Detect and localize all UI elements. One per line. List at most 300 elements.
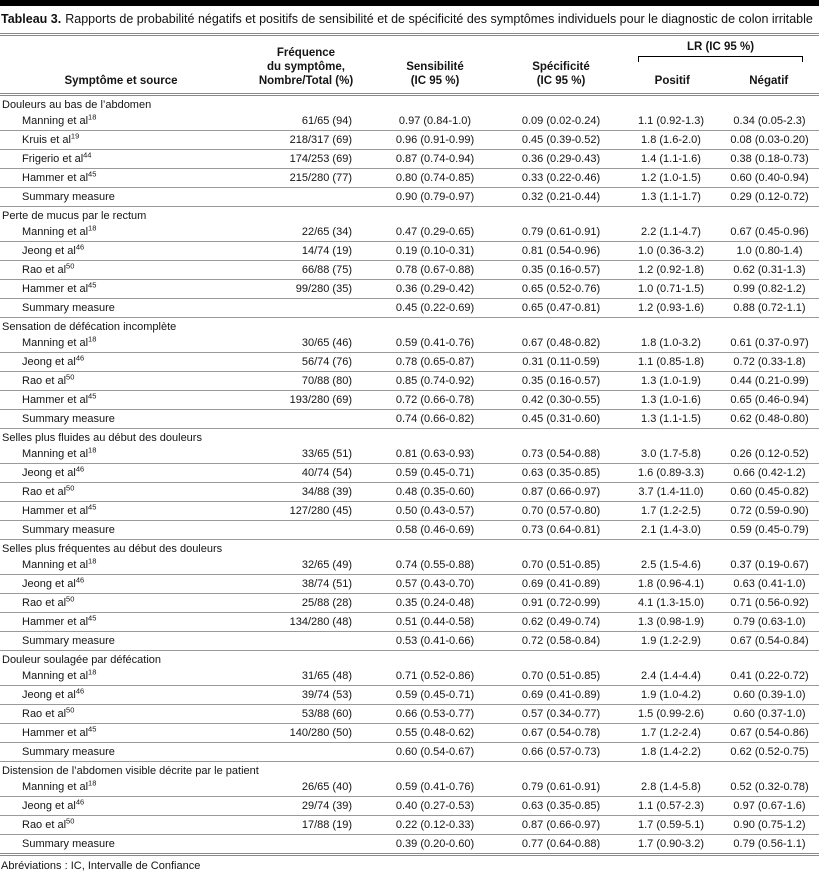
cell-lr-positive: 4.1 (1.3-15.0) — [622, 594, 720, 613]
cell-sensitivity: 0.53 (0.41-0.66) — [370, 632, 500, 651]
table-row — [0, 483, 819, 502]
column-header-frequency-line2: du symptôme, — [267, 61, 345, 74]
reference-superscript: 44 — [83, 150, 92, 160]
cell-lr-positive: 1.2 (0.93-1.6) — [622, 299, 720, 318]
cell-lr-positive: 1.3 (1.1-1.7) — [622, 188, 720, 207]
cell-specificity: 0.67 (0.54-0.78) — [500, 724, 622, 743]
reference-superscript: 50 — [66, 261, 75, 271]
cell-frequency: 34/88 (39) — [242, 483, 370, 502]
reference-superscript: 45 — [88, 280, 97, 290]
cell-lr-negative: 0.62 (0.31-1.3) — [720, 261, 819, 280]
cell-sensitivity: 0.72 (0.66-0.78) — [370, 391, 500, 410]
cell-source: Kruis et al$^{19}$ — [0, 131, 242, 150]
table-row — [0, 743, 819, 762]
table-row — [0, 556, 819, 575]
cell-lr-negative: 0.34 (0.05-2.3) — [720, 112, 819, 131]
cell-frequency — [242, 521, 370, 540]
cell-sensitivity: 0.48 (0.35-0.60) — [370, 483, 500, 502]
table-row — [0, 169, 819, 188]
cell-source: Summary measure — [0, 410, 242, 429]
cell-lr-negative: 0.67 (0.54-0.86) — [720, 724, 819, 743]
cell-frequency: 33/65 (51) — [242, 445, 370, 464]
lr-group-title: LR (IC 95 %) — [686, 41, 755, 54]
cell-source: Manning et al$^{18}$ — [0, 223, 242, 242]
cell-lr-positive: 2.4 (1.4-4.4) — [622, 667, 720, 686]
column-header-frequency — [242, 36, 370, 95]
column-header-lr-group — [622, 36, 819, 95]
reference-superscript: 46 — [75, 686, 85, 696]
cell-lr-negative: 0.72 (0.59-0.90) — [720, 502, 819, 521]
cell-sensitivity: 0.35 (0.24-0.48) — [370, 594, 500, 613]
cell-specificity: 0.81 (0.54-0.96) — [500, 242, 622, 261]
cell-lr-positive: 1.6 (0.89-3.3) — [622, 464, 720, 483]
cell-sensitivity: 0.59 (0.45-0.71) — [370, 686, 500, 705]
cell-frequency: 127/280 (45) — [242, 502, 370, 521]
cell-sensitivity: 0.78 (0.67-0.88) — [370, 261, 500, 280]
cell-specificity: 0.65 (0.47-0.81) — [500, 299, 622, 318]
cell-sensitivity: 0.80 (0.74-0.85) — [370, 169, 500, 188]
cell-specificity: 0.33 (0.22-0.46) — [500, 169, 622, 188]
cell-frequency — [242, 188, 370, 207]
cell-sensitivity: 0.85 (0.74-0.92) — [370, 372, 500, 391]
reference-superscript: 46 — [75, 575, 85, 585]
table-row — [0, 391, 819, 410]
column-header-specificity-line1: Spécificité — [532, 61, 590, 74]
cell-lr-negative: 0.90 (0.75-1.2) — [720, 816, 819, 835]
section-label: Selles plus fréquentes au début des douleurs — [2, 543, 223, 556]
reference-superscript: 46 — [75, 797, 85, 807]
table-title-text: Rapports de probabilité négatifs et positifs de sensibilité et de spécificité des symptômes individuels pour le diagnostic de colon irritable — [65, 12, 813, 26]
cell-lr-negative: 0.26 (0.12-0.52) — [720, 445, 819, 464]
cell-specificity: 0.31 (0.11-0.59) — [500, 353, 622, 372]
cell-lr-positive: 1.7 (0.59-5.1) — [622, 816, 720, 835]
cell-specificity: 0.09 (0.02-0.24) — [500, 112, 622, 131]
section-label-row — [0, 318, 819, 335]
cell-lr-negative: 0.41 (0.22-0.72) — [720, 667, 819, 686]
cell-specificity: 0.70 (0.51-0.85) — [500, 667, 622, 686]
cell-specificity: 0.35 (0.16-0.57) — [500, 372, 622, 391]
cell-lr-positive: 3.7 (1.4-11.0) — [622, 483, 720, 502]
cell-lr-positive: 1.5 (0.99-2.6) — [622, 705, 720, 724]
cell-lr-negative: 0.59 (0.45-0.79) — [720, 521, 819, 540]
column-header-specificity — [500, 36, 622, 95]
cell-lr-positive: 2.5 (1.5-4.6) — [622, 556, 720, 575]
table-row — [0, 502, 819, 521]
section-label-row — [0, 651, 819, 668]
table-row — [0, 353, 819, 372]
results-table — [0, 36, 819, 856]
cell-lr-positive: 1.9 (1.0-4.2) — [622, 686, 720, 705]
cell-source: Jeong et al$^{46}$ — [0, 242, 242, 261]
cell-source: Jeong et al$^{46}$ — [0, 797, 242, 816]
cell-specificity: 0.73 (0.54-0.88) — [500, 445, 622, 464]
reference-superscript: 46 — [75, 353, 85, 363]
cell-lr-negative: 0.62 (0.52-0.75) — [720, 743, 819, 762]
cell-frequency — [242, 835, 370, 855]
table-title-label: Tableau 3. — [1, 12, 62, 26]
cell-lr-positive: 1.2 (1.0-1.5) — [622, 169, 720, 188]
cell-frequency: 38/74 (51) — [242, 575, 370, 594]
cell-sensitivity: 0.39 (0.20-0.60) — [370, 835, 500, 855]
cell-lr-negative: 0.72 (0.33-1.8) — [720, 353, 819, 372]
cell-frequency: 140/280 (50) — [242, 724, 370, 743]
cell-lr-negative: 0.97 (0.67-1.6) — [720, 797, 819, 816]
cell-source: Summary measure — [0, 299, 242, 318]
column-header-frequency-line3: Nombre/Total (%) — [258, 75, 354, 88]
cell-lr-negative: 0.65 (0.46-0.94) — [720, 391, 819, 410]
reference-superscript: 50 — [66, 594, 75, 604]
cell-lr-negative: 0.29 (0.12-0.72) — [720, 188, 819, 207]
cell-sensitivity: 0.78 (0.65-0.87) — [370, 353, 500, 372]
cell-lr-negative: 0.79 (0.63-1.0) — [720, 613, 819, 632]
cell-source: Summary measure — [0, 743, 242, 762]
cell-frequency: 218/317 (69) — [242, 131, 370, 150]
cell-sensitivity: 0.74 (0.55-0.88) — [370, 556, 500, 575]
reference-superscript: 19 — [70, 131, 80, 141]
cell-specificity: 0.79 (0.61-0.91) — [500, 778, 622, 797]
cell-source: Summary measure — [0, 835, 242, 855]
cell-frequency: 31/65 (48) — [242, 667, 370, 686]
cell-lr-positive: 1.9 (1.2-2.9) — [622, 632, 720, 651]
cell-source: Hammer et al$^{45}$ — [0, 724, 242, 743]
cell-lr-positive: 1.0 (0.36-3.2) — [622, 242, 720, 261]
reference-superscript: 45 — [88, 724, 97, 734]
cell-specificity: 0.87 (0.66-0.97) — [500, 816, 622, 835]
cell-frequency: 193/280 (69) — [242, 391, 370, 410]
reference-superscript: 50 — [66, 483, 75, 493]
reference-superscript: 18 — [88, 112, 97, 122]
cell-frequency: 174/253 (69) — [242, 150, 370, 169]
table-row — [0, 632, 819, 651]
cell-sensitivity: 0.57 (0.43-0.70) — [370, 575, 500, 594]
cell-source: Summary measure — [0, 188, 242, 207]
cell-specificity: 0.45 (0.31-0.60) — [500, 410, 622, 429]
reference-superscript: 18 — [88, 445, 97, 455]
cell-lr-positive: 1.3 (1.0-1.6) — [622, 391, 720, 410]
cell-lr-positive: 1.7 (0.90-3.2) — [622, 835, 720, 855]
cell-specificity: 0.70 (0.51-0.85) — [500, 556, 622, 575]
cell-frequency: 215/280 (77) — [242, 169, 370, 188]
reference-superscript: 50 — [66, 372, 75, 382]
cell-specificity: 0.63 (0.35-0.85) — [500, 464, 622, 483]
column-header-specificity-line2: (IC 95 %) — [536, 75, 586, 88]
column-header-lr-negative: Négatif — [749, 75, 789, 88]
cell-source: Manning et al$^{18}$ — [0, 334, 242, 353]
cell-source: Manning et al$^{18}$ — [0, 667, 242, 686]
cell-lr-positive: 1.7 (1.2-2.5) — [622, 502, 720, 521]
cell-sensitivity: 0.87 (0.74-0.94) — [370, 150, 500, 169]
cell-frequency: 25/88 (28) — [242, 594, 370, 613]
cell-lr-positive: 1.8 (1.6-2.0) — [622, 131, 720, 150]
cell-source: Jeong et al$^{46}$ — [0, 575, 242, 594]
cell-specificity: 0.66 (0.57-0.73) — [500, 743, 622, 762]
table-title — [0, 6, 819, 33]
cell-specificity: 0.63 (0.35-0.85) — [500, 797, 622, 816]
column-header-symptom-label: Symptôme et source — [64, 75, 178, 88]
cell-frequency: 30/65 (46) — [242, 334, 370, 353]
cell-lr-negative: 0.79 (0.56-1.1) — [720, 835, 819, 855]
cell-sensitivity: 0.19 (0.10-0.31) — [370, 242, 500, 261]
reference-superscript: 50 — [66, 705, 75, 715]
table-row — [0, 261, 819, 280]
table-row — [0, 778, 819, 797]
cell-sensitivity: 0.36 (0.29-0.42) — [370, 280, 500, 299]
cell-source: Summary measure — [0, 521, 242, 540]
cell-frequency: 40/74 (54) — [242, 464, 370, 483]
cell-specificity: 0.65 (0.52-0.76) — [500, 280, 622, 299]
cell-frequency: 53/88 (60) — [242, 705, 370, 724]
cell-source: Hammer et al$^{45}$ — [0, 613, 242, 632]
cell-sensitivity: 0.55 (0.48-0.62) — [370, 724, 500, 743]
cell-frequency — [242, 632, 370, 651]
cell-lr-negative: 0.99 (0.82-1.2) — [720, 280, 819, 299]
cell-lr-negative: 0.61 (0.37-0.97) — [720, 334, 819, 353]
cell-lr-positive: 1.0 (0.71-1.5) — [622, 280, 720, 299]
cell-specificity: 0.36 (0.29-0.43) — [500, 150, 622, 169]
cell-frequency: 56/74 (76) — [242, 353, 370, 372]
table-row — [0, 835, 819, 855]
cell-sensitivity: 0.90 (0.79-0.97) — [370, 188, 500, 207]
cell-specificity: 0.62 (0.49-0.74) — [500, 613, 622, 632]
cell-sensitivity: 0.97 (0.84-1.0) — [370, 112, 500, 131]
cell-source: Manning et al$^{18}$ — [0, 112, 242, 131]
cell-specificity: 0.35 (0.16-0.57) — [500, 261, 622, 280]
cell-lr-negative: 1.0 (0.80-1.4) — [720, 242, 819, 261]
cell-sensitivity: 0.81 (0.63-0.93) — [370, 445, 500, 464]
cell-lr-positive: 1.8 (1.0-3.2) — [622, 334, 720, 353]
cell-sensitivity: 0.59 (0.41-0.76) — [370, 334, 500, 353]
table-row — [0, 334, 819, 353]
cell-source: Rao et al$^{50}$ — [0, 816, 242, 835]
cell-sensitivity: 0.40 (0.27-0.53) — [370, 797, 500, 816]
cell-specificity: 0.91 (0.72-0.99) — [500, 594, 622, 613]
reference-superscript: 45 — [88, 169, 97, 179]
section-label: Sensation de défécation incomplète — [2, 321, 177, 334]
cell-lr-negative: 0.88 (0.72-1.1) — [720, 299, 819, 318]
reference-superscript: 45 — [88, 613, 97, 623]
reference-superscript: 18 — [88, 334, 97, 344]
column-header-symptom — [0, 36, 242, 95]
cell-frequency: 134/280 (48) — [242, 613, 370, 632]
table-row — [0, 575, 819, 594]
cell-sensitivity: 0.59 (0.41-0.76) — [370, 778, 500, 797]
section-label-row — [0, 207, 819, 224]
cell-specificity: 0.87 (0.66-0.97) — [500, 483, 622, 502]
cell-lr-positive: 1.1 (0.92-1.3) — [622, 112, 720, 131]
cell-sensitivity: 0.58 (0.46-0.69) — [370, 521, 500, 540]
cell-lr-positive: 1.3 (0.98-1.9) — [622, 613, 720, 632]
cell-lr-positive: 3.0 (1.7-5.8) — [622, 445, 720, 464]
cell-source: Frigerio et al$^{44}$ — [0, 150, 242, 169]
column-header-sensitivity-line2: (IC 95 %) — [410, 75, 460, 88]
cell-source: Rao et al$^{50}$ — [0, 483, 242, 502]
cell-frequency: 22/65 (34) — [242, 223, 370, 242]
cell-specificity: 0.70 (0.57-0.80) — [500, 502, 622, 521]
reference-superscript: 45 — [88, 502, 97, 512]
table-row — [0, 445, 819, 464]
cell-frequency: 70/88 (80) — [242, 372, 370, 391]
section-label: Distension de l’abdomen visible décrite par le patient — [2, 765, 259, 778]
cell-lr-negative: 0.63 (0.41-1.0) — [720, 575, 819, 594]
cell-lr-negative: 0.52 (0.32-0.78) — [720, 778, 819, 797]
cell-lr-positive: 1.2 (0.92-1.8) — [622, 261, 720, 280]
cell-frequency: 29/74 (39) — [242, 797, 370, 816]
cell-specificity: 0.67 (0.48-0.82) — [500, 334, 622, 353]
cell-frequency — [242, 299, 370, 318]
reference-superscript: 50 — [66, 816, 75, 826]
cell-lr-positive: 2.2 (1.1-4.7) — [622, 223, 720, 242]
cell-lr-negative: 0.60 (0.45-0.82) — [720, 483, 819, 502]
table-row — [0, 299, 819, 318]
cell-lr-positive: 1.3 (1.0-1.9) — [622, 372, 720, 391]
cell-lr-negative: 0.08 (0.03-0.20) — [720, 131, 819, 150]
column-header-lr-positive: Positif — [654, 75, 690, 88]
cell-source: Rao et al$^{50}$ — [0, 261, 242, 280]
table-row — [0, 188, 819, 207]
cell-sensitivity: 0.66 (0.53-0.77) — [370, 705, 500, 724]
cell-specificity: 0.73 (0.64-0.81) — [500, 521, 622, 540]
cell-frequency: 14/74 (19) — [242, 242, 370, 261]
reference-superscript: 18 — [88, 667, 97, 677]
section-label-row — [0, 95, 819, 113]
cell-lr-positive: 2.8 (1.4-5.8) — [622, 778, 720, 797]
reference-superscript: 45 — [88, 391, 97, 401]
cell-source: Manning et al$^{18}$ — [0, 445, 242, 464]
cell-lr-positive: 1.3 (1.1-1.5) — [622, 410, 720, 429]
table-row — [0, 280, 819, 299]
cell-frequency — [242, 410, 370, 429]
reference-superscript: 46 — [75, 242, 85, 252]
cell-sensitivity: 0.71 (0.52-0.86) — [370, 667, 500, 686]
section-label-row — [0, 429, 819, 446]
table-body — [0, 95, 819, 855]
column-header-sensitivity — [370, 36, 500, 95]
cell-source: Hammer et al$^{45}$ — [0, 169, 242, 188]
cell-sensitivity: 0.51 (0.44-0.58) — [370, 613, 500, 632]
cell-frequency — [242, 743, 370, 762]
cell-lr-negative: 0.62 (0.48-0.80) — [720, 410, 819, 429]
cell-sensitivity: 0.47 (0.29-0.65) — [370, 223, 500, 242]
cell-lr-positive: 1.1 (0.57-2.3) — [622, 797, 720, 816]
table-row — [0, 797, 819, 816]
abbreviations-footnote: Abréviations : IC, Intervalle de Confiance — [1, 860, 201, 873]
cell-lr-positive: 1.8 (0.96-4.1) — [622, 575, 720, 594]
cell-frequency: 26/65 (40) — [242, 778, 370, 797]
cell-sensitivity: 0.59 (0.45-0.71) — [370, 464, 500, 483]
cell-specificity: 0.57 (0.34-0.77) — [500, 705, 622, 724]
cell-source: Jeong et al$^{46}$ — [0, 686, 242, 705]
column-header-frequency-line1: Fréquence — [276, 47, 336, 60]
cell-sensitivity: 0.74 (0.66-0.82) — [370, 410, 500, 429]
cell-source: Hammer et al$^{45}$ — [0, 280, 242, 299]
table-row — [0, 464, 819, 483]
cell-source: Jeong et al$^{46}$ — [0, 464, 242, 483]
cell-lr-negative: 0.67 (0.54-0.84) — [720, 632, 819, 651]
cell-frequency: 66/88 (75) — [242, 261, 370, 280]
section-label-row — [0, 762, 819, 779]
cell-frequency: 39/74 (53) — [242, 686, 370, 705]
table-row — [0, 724, 819, 743]
reference-superscript: 18 — [88, 778, 97, 788]
cell-source: Rao et al$^{50}$ — [0, 594, 242, 613]
cell-frequency: 99/280 (35) — [242, 280, 370, 299]
cell-lr-negative: 0.66 (0.42-1.2) — [720, 464, 819, 483]
table-row — [0, 242, 819, 261]
table-header — [0, 36, 819, 95]
lr-group-bracket — [638, 56, 803, 62]
cell-lr-positive: 1.7 (1.2-2.4) — [622, 724, 720, 743]
cell-source: Rao et al$^{50}$ — [0, 372, 242, 391]
section-label: Douleur soulagée par défécation — [2, 654, 162, 667]
cell-lr-positive: 1.8 (1.4-2.2) — [622, 743, 720, 762]
cell-lr-negative: 0.71 (0.56-0.92) — [720, 594, 819, 613]
cell-specificity: 0.42 (0.30-0.55) — [500, 391, 622, 410]
table-row — [0, 705, 819, 724]
cell-source: Hammer et al$^{45}$ — [0, 391, 242, 410]
table-row — [0, 667, 819, 686]
table-row — [0, 410, 819, 429]
cell-lr-positive: 1.1 (0.85-1.8) — [622, 353, 720, 372]
cell-lr-positive: 1.4 (1.1-1.6) — [622, 150, 720, 169]
cell-lr-positive: 2.1 (1.4-3.0) — [622, 521, 720, 540]
table-row — [0, 521, 819, 540]
reference-superscript: 18 — [88, 223, 97, 233]
cell-sensitivity: 0.50 (0.43-0.57) — [370, 502, 500, 521]
section-label-row — [0, 540, 819, 557]
cell-lr-negative: 0.37 (0.19-0.67) — [720, 556, 819, 575]
table-row — [0, 131, 819, 150]
table-row — [0, 112, 819, 131]
cell-sensitivity: 0.60 (0.54-0.67) — [370, 743, 500, 762]
cell-specificity: 0.69 (0.41-0.89) — [500, 575, 622, 594]
table-row — [0, 816, 819, 835]
reference-superscript: 18 — [88, 556, 97, 566]
table-row — [0, 150, 819, 169]
cell-specificity: 0.45 (0.39-0.52) — [500, 131, 622, 150]
column-header-sensitivity-line1: Sensibilité — [406, 61, 464, 74]
cell-sensitivity: 0.22 (0.12-0.33) — [370, 816, 500, 835]
section-label: Douleurs au bas de l’abdomen — [2, 99, 152, 112]
table-row — [0, 223, 819, 242]
section-label: Perte de mucus par le rectum — [2, 210, 147, 223]
cell-source: Manning et al$^{18}$ — [0, 778, 242, 797]
cell-specificity: 0.32 (0.21-0.44) — [500, 188, 622, 207]
cell-specificity: 0.77 (0.64-0.88) — [500, 835, 622, 855]
cell-source: Hammer et al$^{45}$ — [0, 502, 242, 521]
cell-lr-negative: 0.44 (0.21-0.99) — [720, 372, 819, 391]
cell-source: Jeong et al$^{46}$ — [0, 353, 242, 372]
table-row — [0, 613, 819, 632]
cell-source: Manning et al$^{18}$ — [0, 556, 242, 575]
reference-superscript: 46 — [75, 464, 85, 474]
cell-source: Summary measure — [0, 632, 242, 651]
cell-specificity: 0.69 (0.41-0.89) — [500, 686, 622, 705]
section-label: Selles plus fluides au début des douleurs — [2, 432, 202, 445]
cell-lr-negative: 0.38 (0.18-0.73) — [720, 150, 819, 169]
cell-frequency: 61/65 (94) — [242, 112, 370, 131]
cell-lr-negative: 0.67 (0.45-0.96) — [720, 223, 819, 242]
cell-frequency: 32/65 (49) — [242, 556, 370, 575]
cell-specificity: 0.79 (0.61-0.91) — [500, 223, 622, 242]
cell-lr-negative: 0.60 (0.37-1.0) — [720, 705, 819, 724]
table-row — [0, 594, 819, 613]
cell-sensitivity: 0.96 (0.91-0.99) — [370, 131, 500, 150]
cell-frequency: 17/88 (19) — [242, 816, 370, 835]
cell-sensitivity: 0.45 (0.22-0.69) — [370, 299, 500, 318]
table-row — [0, 372, 819, 391]
cell-source: Rao et al$^{50}$ — [0, 705, 242, 724]
cell-specificity: 0.72 (0.58-0.84) — [500, 632, 622, 651]
